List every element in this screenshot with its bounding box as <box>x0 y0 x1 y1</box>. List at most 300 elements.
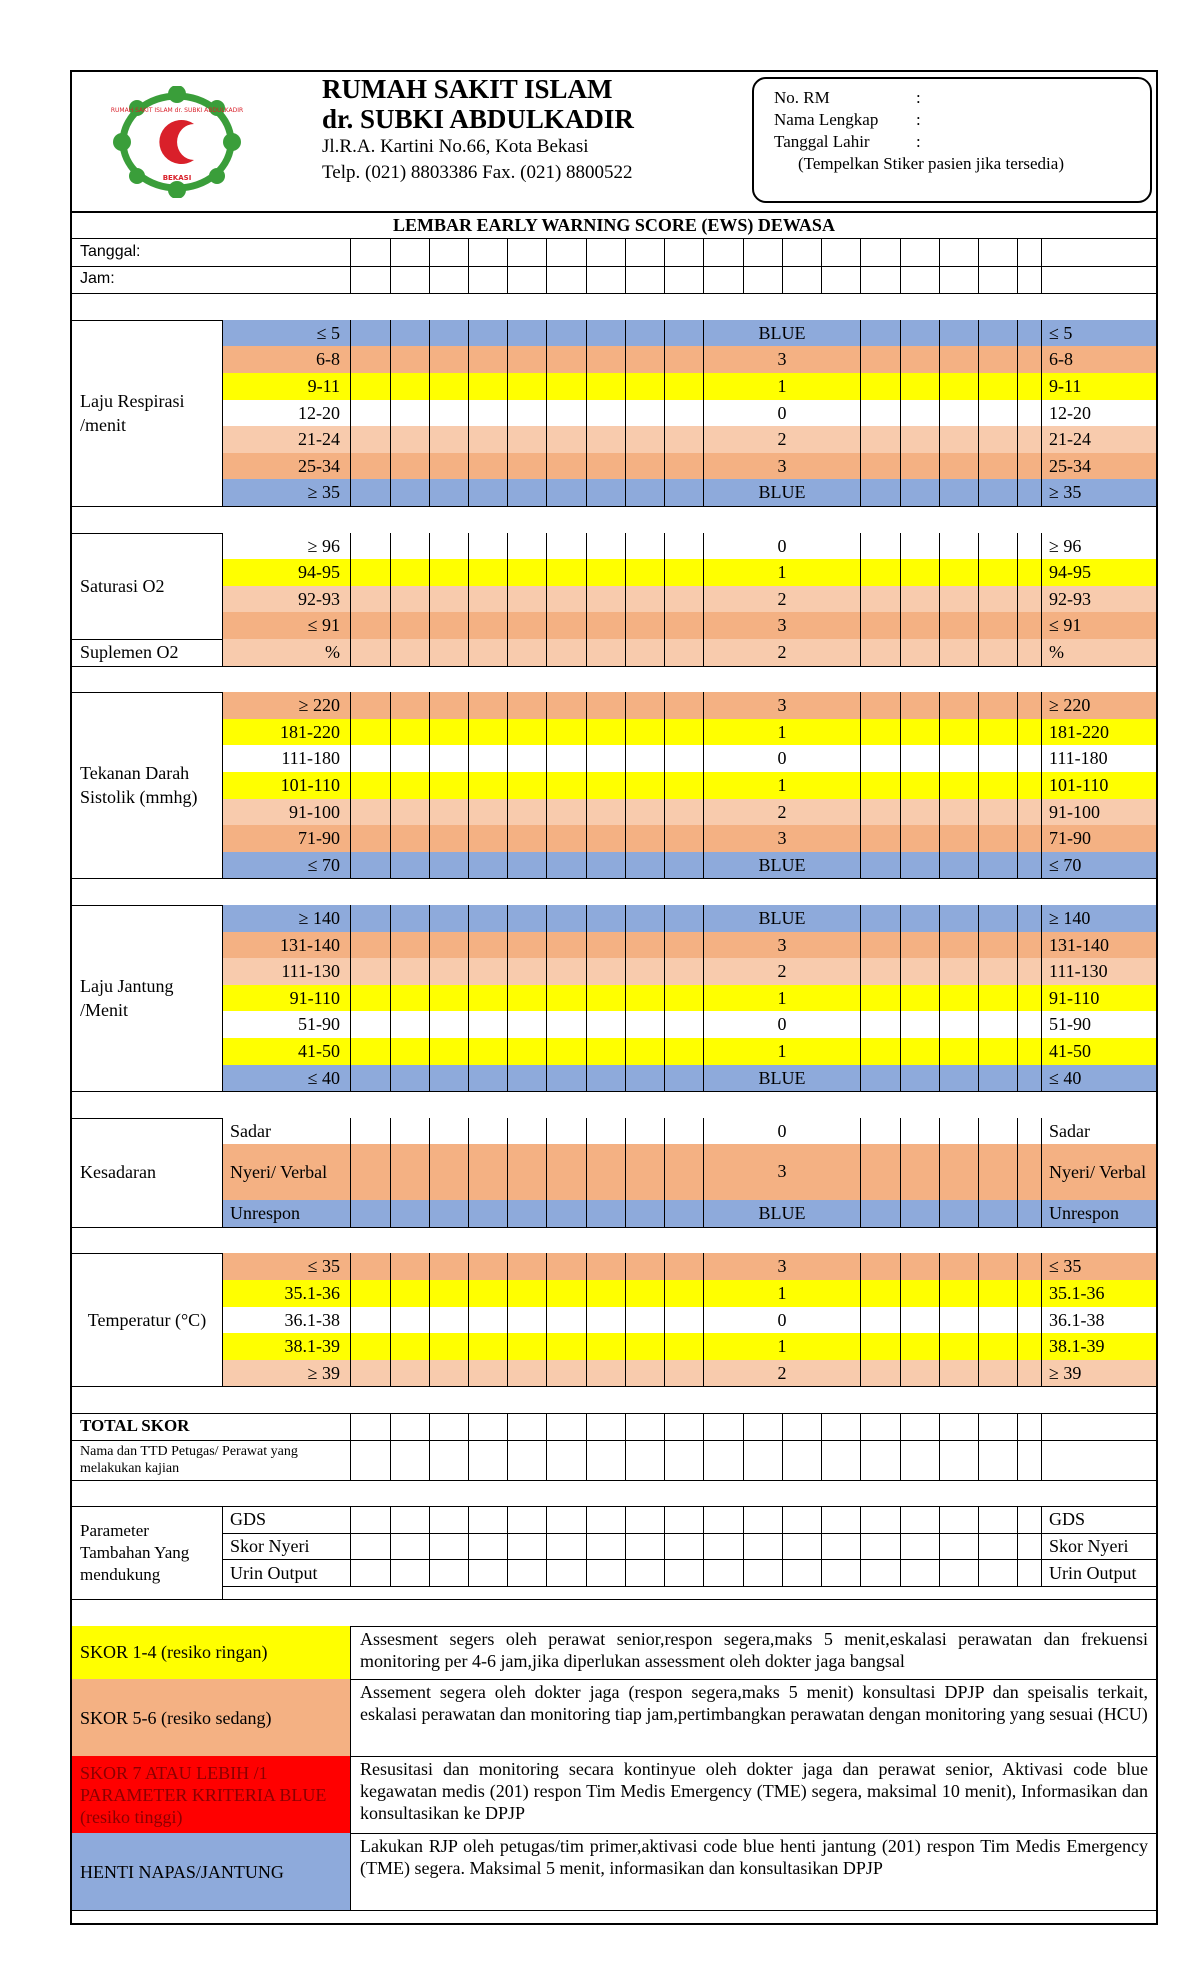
additional-entry[interactable] <box>860 1559 900 1586</box>
entry-cell[interactable] <box>350 1065 390 1092</box>
entry-cell[interactable] <box>429 1038 468 1065</box>
entry-cell[interactable] <box>546 1360 586 1387</box>
entry-cell[interactable] <box>350 426 390 453</box>
entry-cell[interactable] <box>350 1333 390 1360</box>
entry-cell[interactable] <box>625 586 664 613</box>
additional-entry[interactable] <box>507 1559 546 1586</box>
entry-cell[interactable] <box>586 400 625 427</box>
entry-cell[interactable] <box>939 639 978 666</box>
entry-cell[interactable] <box>978 745 1017 772</box>
entry-cell[interactable] <box>468 373 507 400</box>
entry-cell[interactable] <box>664 1280 703 1307</box>
entry-cell[interactable] <box>586 745 625 772</box>
entry-cell[interactable] <box>860 1065 900 1092</box>
entry-cell[interactable] <box>1017 1038 1041 1065</box>
entry-cell[interactable] <box>664 373 703 400</box>
entry-cell[interactable] <box>586 426 625 453</box>
additional-entry[interactable] <box>625 1559 664 1586</box>
entry-cell[interactable] <box>586 1011 625 1038</box>
entry-cell[interactable] <box>625 1118 664 1145</box>
entry-cell[interactable] <box>390 1253 429 1280</box>
entry-cell[interactable] <box>429 905 468 932</box>
entry-cell[interactable] <box>429 639 468 666</box>
entry-cell[interactable] <box>507 1011 546 1038</box>
entry-cell[interactable] <box>939 453 978 480</box>
date-row-entry[interactable] <box>390 238 429 266</box>
entry-cell[interactable] <box>507 799 546 826</box>
entry-cell[interactable] <box>507 852 546 879</box>
entry-cell[interactable] <box>350 400 390 427</box>
entry-cell[interactable] <box>350 453 390 480</box>
entry-cell[interactable] <box>1017 1253 1041 1280</box>
additional-entry[interactable] <box>743 1559 782 1586</box>
entry-cell[interactable] <box>586 1360 625 1387</box>
entry-cell[interactable] <box>625 958 664 985</box>
entry-cell[interactable] <box>468 346 507 373</box>
entry-cell[interactable] <box>350 1144 390 1200</box>
time-row-entry[interactable] <box>1017 266 1041 294</box>
time-row-entry[interactable] <box>429 266 468 294</box>
entry-cell[interactable] <box>429 1333 468 1360</box>
entry-cell[interactable] <box>939 692 978 719</box>
entry-cell[interactable] <box>900 1011 939 1038</box>
date-row-entry[interactable] <box>1017 238 1041 266</box>
entry-cell[interactable] <box>586 479 625 506</box>
entry-cell[interactable] <box>1017 1144 1041 1200</box>
entry-cell[interactable] <box>1017 1333 1041 1360</box>
entry-cell[interactable] <box>507 719 546 746</box>
time-row-entry[interactable] <box>978 266 1017 294</box>
entry-cell[interactable] <box>978 799 1017 826</box>
entry-cell[interactable] <box>546 453 586 480</box>
additional-entry[interactable] <box>821 1533 860 1560</box>
entry-cell[interactable] <box>390 772 429 799</box>
entry-cell[interactable] <box>939 958 978 985</box>
entry-cell[interactable] <box>900 1065 939 1092</box>
entry-cell[interactable] <box>939 1200 978 1227</box>
entry-cell[interactable] <box>429 426 468 453</box>
entry-cell[interactable] <box>1017 1065 1041 1092</box>
entry-cell[interactable] <box>429 453 468 480</box>
total-entry[interactable] <box>664 1413 703 1440</box>
entry-cell[interactable] <box>978 1011 1017 1038</box>
entry-cell[interactable] <box>978 453 1017 480</box>
entry-cell[interactable] <box>939 745 978 772</box>
date-row-entry[interactable] <box>507 238 546 266</box>
entry-cell[interactable] <box>860 533 900 560</box>
entry-cell[interactable] <box>468 1011 507 1038</box>
entry-cell[interactable] <box>1017 346 1041 373</box>
entry-cell[interactable] <box>390 533 429 560</box>
signature-entry[interactable] <box>664 1440 703 1480</box>
entry-cell[interactable] <box>900 346 939 373</box>
total-entry[interactable] <box>1041 1413 1156 1440</box>
entry-cell[interactable] <box>546 905 586 932</box>
entry-cell[interactable] <box>546 400 586 427</box>
entry-cell[interactable] <box>390 373 429 400</box>
entry-cell[interactable] <box>625 373 664 400</box>
entry-cell[interactable] <box>546 1118 586 1145</box>
entry-cell[interactable] <box>350 559 390 586</box>
entry-cell[interactable] <box>546 719 586 746</box>
entry-cell[interactable] <box>546 932 586 959</box>
additional-entry[interactable] <box>350 1559 390 1586</box>
entry-cell[interactable] <box>625 559 664 586</box>
additional-entry[interactable] <box>390 1559 429 1586</box>
entry-cell[interactable] <box>860 1118 900 1145</box>
entry-cell[interactable] <box>900 692 939 719</box>
entry-cell[interactable] <box>507 1360 546 1387</box>
entry-cell[interactable] <box>860 1333 900 1360</box>
additional-entry[interactable] <box>1017 1559 1041 1586</box>
entry-cell[interactable] <box>860 346 900 373</box>
entry-cell[interactable] <box>860 1280 900 1307</box>
entry-cell[interactable] <box>625 1011 664 1038</box>
additional-entry[interactable] <box>664 1533 703 1560</box>
entry-cell[interactable] <box>390 932 429 959</box>
entry-cell[interactable] <box>468 772 507 799</box>
entry-cell[interactable] <box>1017 1360 1041 1387</box>
entry-cell[interactable] <box>978 1253 1017 1280</box>
entry-cell[interactable] <box>350 985 390 1012</box>
entry-cell[interactable] <box>468 1333 507 1360</box>
entry-cell[interactable] <box>664 320 703 347</box>
date-row-entry[interactable] <box>625 238 664 266</box>
entry-cell[interactable] <box>978 932 1017 959</box>
entry-cell[interactable] <box>978 1118 1017 1145</box>
entry-cell[interactable] <box>664 1360 703 1387</box>
entry-cell[interactable] <box>664 479 703 506</box>
entry-cell[interactable] <box>507 985 546 1012</box>
entry-cell[interactable] <box>586 1200 625 1227</box>
entry-cell[interactable] <box>586 1065 625 1092</box>
entry-cell[interactable] <box>586 586 625 613</box>
entry-cell[interactable] <box>664 825 703 852</box>
entry-cell[interactable] <box>664 1307 703 1334</box>
entry-cell[interactable] <box>939 612 978 639</box>
entry-cell[interactable] <box>978 559 1017 586</box>
additional-entry[interactable] <box>586 1533 625 1560</box>
additional-entry[interactable] <box>625 1533 664 1560</box>
entry-cell[interactable] <box>860 1144 900 1200</box>
time-row-entry[interactable] <box>664 266 703 294</box>
additional-entry[interactable] <box>900 1559 939 1586</box>
entry-cell[interactable] <box>939 932 978 959</box>
entry-cell[interactable] <box>507 932 546 959</box>
entry-cell[interactable] <box>507 453 546 480</box>
entry-cell[interactable] <box>350 958 390 985</box>
entry-cell[interactable] <box>900 1333 939 1360</box>
entry-cell[interactable] <box>546 1307 586 1334</box>
entry-cell[interactable] <box>860 958 900 985</box>
entry-cell[interactable] <box>586 1144 625 1200</box>
time-row-entry[interactable] <box>546 266 586 294</box>
entry-cell[interactable] <box>625 1307 664 1334</box>
total-entry[interactable] <box>743 1413 782 1440</box>
entry-cell[interactable] <box>350 719 390 746</box>
entry-cell[interactable] <box>900 1118 939 1145</box>
entry-cell[interactable] <box>390 426 429 453</box>
date-row-entry[interactable] <box>664 238 703 266</box>
entry-cell[interactable] <box>586 533 625 560</box>
entry-cell[interactable] <box>350 799 390 826</box>
additional-entry[interactable] <box>586 1559 625 1586</box>
entry-cell[interactable] <box>1017 1011 1041 1038</box>
entry-cell[interactable] <box>900 1038 939 1065</box>
entry-cell[interactable] <box>978 1144 1017 1200</box>
entry-cell[interactable] <box>978 586 1017 613</box>
date-row-entry[interactable] <box>1041 238 1156 266</box>
entry-cell[interactable] <box>860 905 900 932</box>
entry-cell[interactable] <box>625 479 664 506</box>
entry-cell[interactable] <box>350 373 390 400</box>
entry-cell[interactable] <box>664 1253 703 1280</box>
entry-cell[interactable] <box>1017 905 1041 932</box>
entry-cell[interactable] <box>664 346 703 373</box>
additional-entry[interactable] <box>468 1559 507 1586</box>
entry-cell[interactable] <box>939 852 978 879</box>
entry-cell[interactable] <box>350 772 390 799</box>
entry-cell[interactable] <box>900 825 939 852</box>
entry-cell[interactable] <box>978 1360 1017 1387</box>
entry-cell[interactable] <box>900 1360 939 1387</box>
entry-cell[interactable] <box>900 799 939 826</box>
entry-cell[interactable] <box>468 1253 507 1280</box>
entry-cell[interactable] <box>350 1011 390 1038</box>
entry-cell[interactable] <box>625 1200 664 1227</box>
entry-cell[interactable] <box>860 852 900 879</box>
entry-cell[interactable] <box>507 825 546 852</box>
signature-entry[interactable] <box>586 1440 625 1480</box>
patient-sticker-box[interactable] <box>752 77 1152 203</box>
additional-entry[interactable] <box>664 1506 703 1533</box>
entry-cell[interactable] <box>1017 453 1041 480</box>
entry-cell[interactable] <box>507 1253 546 1280</box>
entry-cell[interactable] <box>507 692 546 719</box>
additional-entry[interactable] <box>1017 1533 1041 1560</box>
entry-cell[interactable] <box>664 958 703 985</box>
time-row-entry[interactable] <box>939 266 978 294</box>
total-entry[interactable] <box>703 1413 743 1440</box>
entry-cell[interactable] <box>390 852 429 879</box>
entry-cell[interactable] <box>625 905 664 932</box>
entry-cell[interactable] <box>546 745 586 772</box>
entry-cell[interactable] <box>586 1307 625 1334</box>
entry-cell[interactable] <box>429 586 468 613</box>
entry-cell[interactable] <box>390 479 429 506</box>
time-row-entry[interactable] <box>900 266 939 294</box>
entry-cell[interactable] <box>350 692 390 719</box>
signature-entry[interactable] <box>546 1440 586 1480</box>
entry-cell[interactable] <box>468 825 507 852</box>
entry-cell[interactable] <box>586 320 625 347</box>
entry-cell[interactable] <box>546 1011 586 1038</box>
entry-cell[interactable] <box>468 799 507 826</box>
entry-cell[interactable] <box>586 1038 625 1065</box>
entry-cell[interactable] <box>468 612 507 639</box>
entry-cell[interactable] <box>939 1118 978 1145</box>
entry-cell[interactable] <box>350 745 390 772</box>
signature-entry[interactable] <box>507 1440 546 1480</box>
signature-entry[interactable] <box>625 1440 664 1480</box>
entry-cell[interactable] <box>507 1038 546 1065</box>
entry-cell[interactable] <box>507 400 546 427</box>
entry-cell[interactable] <box>625 400 664 427</box>
entry-cell[interactable] <box>978 985 1017 1012</box>
entry-cell[interactable] <box>939 1280 978 1307</box>
entry-cell[interactable] <box>664 1011 703 1038</box>
entry-cell[interactable] <box>1017 932 1041 959</box>
entry-cell[interactable] <box>625 799 664 826</box>
signature-entry[interactable] <box>821 1440 860 1480</box>
entry-cell[interactable] <box>664 426 703 453</box>
time-row-entry[interactable] <box>782 266 821 294</box>
entry-cell[interactable] <box>939 825 978 852</box>
entry-cell[interactable] <box>350 346 390 373</box>
entry-cell[interactable] <box>625 453 664 480</box>
additional-entry[interactable] <box>350 1533 390 1560</box>
entry-cell[interactable] <box>1017 692 1041 719</box>
additional-entry[interactable] <box>939 1559 978 1586</box>
entry-cell[interactable] <box>507 1200 546 1227</box>
entry-cell[interactable] <box>586 958 625 985</box>
entry-cell[interactable] <box>978 1065 1017 1092</box>
entry-cell[interactable] <box>939 1011 978 1038</box>
entry-cell[interactable] <box>429 1360 468 1387</box>
entry-cell[interactable] <box>390 1360 429 1387</box>
additional-entry[interactable] <box>507 1506 546 1533</box>
additional-entry[interactable] <box>821 1506 860 1533</box>
entry-cell[interactable] <box>1017 985 1041 1012</box>
entry-cell[interactable] <box>468 426 507 453</box>
entry-cell[interactable] <box>1017 1118 1041 1145</box>
total-entry[interactable] <box>390 1413 429 1440</box>
entry-cell[interactable] <box>939 1038 978 1065</box>
additional-entry[interactable] <box>546 1533 586 1560</box>
entry-cell[interactable] <box>546 559 586 586</box>
entry-cell[interactable] <box>390 692 429 719</box>
additional-entry[interactable] <box>390 1506 429 1533</box>
entry-cell[interactable] <box>586 1333 625 1360</box>
entry-cell[interactable] <box>900 612 939 639</box>
entry-cell[interactable] <box>1017 373 1041 400</box>
entry-cell[interactable] <box>468 745 507 772</box>
entry-cell[interactable] <box>900 905 939 932</box>
entry-cell[interactable] <box>507 612 546 639</box>
signature-entry[interactable] <box>1041 1440 1156 1480</box>
additional-entry[interactable] <box>703 1533 743 1560</box>
entry-cell[interactable] <box>860 719 900 746</box>
additional-entry[interactable] <box>664 1559 703 1586</box>
signature-entry[interactable] <box>978 1440 1017 1480</box>
entry-cell[interactable] <box>390 905 429 932</box>
entry-cell[interactable] <box>664 533 703 560</box>
entry-cell[interactable] <box>507 1118 546 1145</box>
entry-cell[interactable] <box>900 745 939 772</box>
additional-entry[interactable] <box>703 1506 743 1533</box>
entry-cell[interactable] <box>546 799 586 826</box>
entry-cell[interactable] <box>860 639 900 666</box>
entry-cell[interactable] <box>900 479 939 506</box>
additional-entry[interactable] <box>429 1559 468 1586</box>
entry-cell[interactable] <box>390 1307 429 1334</box>
entry-cell[interactable] <box>507 745 546 772</box>
entry-cell[interactable] <box>939 1307 978 1334</box>
entry-cell[interactable] <box>860 772 900 799</box>
entry-cell[interactable] <box>860 1360 900 1387</box>
entry-cell[interactable] <box>429 533 468 560</box>
entry-cell[interactable] <box>586 612 625 639</box>
entry-cell[interactable] <box>429 932 468 959</box>
entry-cell[interactable] <box>546 985 586 1012</box>
total-entry[interactable] <box>546 1413 586 1440</box>
total-entry[interactable] <box>900 1413 939 1440</box>
entry-cell[interactable] <box>390 586 429 613</box>
entry-cell[interactable] <box>390 985 429 1012</box>
entry-cell[interactable] <box>390 1038 429 1065</box>
entry-cell[interactable] <box>546 479 586 506</box>
signature-entry[interactable] <box>1017 1440 1041 1480</box>
entry-cell[interactable] <box>900 852 939 879</box>
entry-cell[interactable] <box>860 479 900 506</box>
time-row-entry[interactable] <box>350 266 390 294</box>
entry-cell[interactable] <box>978 852 1017 879</box>
entry-cell[interactable] <box>429 1011 468 1038</box>
entry-cell[interactable] <box>664 1065 703 1092</box>
entry-cell[interactable] <box>860 932 900 959</box>
entry-cell[interactable] <box>1017 772 1041 799</box>
date-row-entry[interactable] <box>939 238 978 266</box>
entry-cell[interactable] <box>625 1065 664 1092</box>
entry-cell[interactable] <box>900 586 939 613</box>
entry-cell[interactable] <box>939 586 978 613</box>
entry-cell[interactable] <box>664 745 703 772</box>
entry-cell[interactable] <box>507 1144 546 1200</box>
entry-cell[interactable] <box>546 612 586 639</box>
entry-cell[interactable] <box>429 772 468 799</box>
additional-entry[interactable] <box>468 1506 507 1533</box>
time-row-entry[interactable] <box>468 266 507 294</box>
entry-cell[interactable] <box>939 346 978 373</box>
entry-cell[interactable] <box>390 958 429 985</box>
entry-cell[interactable] <box>1017 1307 1041 1334</box>
date-row-entry[interactable] <box>900 238 939 266</box>
entry-cell[interactable] <box>664 932 703 959</box>
date-row-entry[interactable] <box>978 238 1017 266</box>
entry-cell[interactable] <box>429 825 468 852</box>
entry-cell[interactable] <box>390 799 429 826</box>
additional-entry[interactable] <box>821 1559 860 1586</box>
entry-cell[interactable] <box>900 772 939 799</box>
entry-cell[interactable] <box>900 400 939 427</box>
entry-cell[interactable] <box>900 320 939 347</box>
entry-cell[interactable] <box>586 905 625 932</box>
entry-cell[interactable] <box>625 985 664 1012</box>
entry-cell[interactable] <box>390 719 429 746</box>
total-entry[interactable] <box>507 1413 546 1440</box>
entry-cell[interactable] <box>468 1118 507 1145</box>
additional-entry[interactable] <box>782 1533 821 1560</box>
entry-cell[interactable] <box>900 932 939 959</box>
entry-cell[interactable] <box>586 799 625 826</box>
entry-cell[interactable] <box>1017 799 1041 826</box>
additional-entry[interactable] <box>468 1533 507 1560</box>
entry-cell[interactable] <box>978 905 1017 932</box>
entry-cell[interactable] <box>625 745 664 772</box>
entry-cell[interactable] <box>468 1144 507 1200</box>
entry-cell[interactable] <box>939 799 978 826</box>
entry-cell[interactable] <box>860 1038 900 1065</box>
